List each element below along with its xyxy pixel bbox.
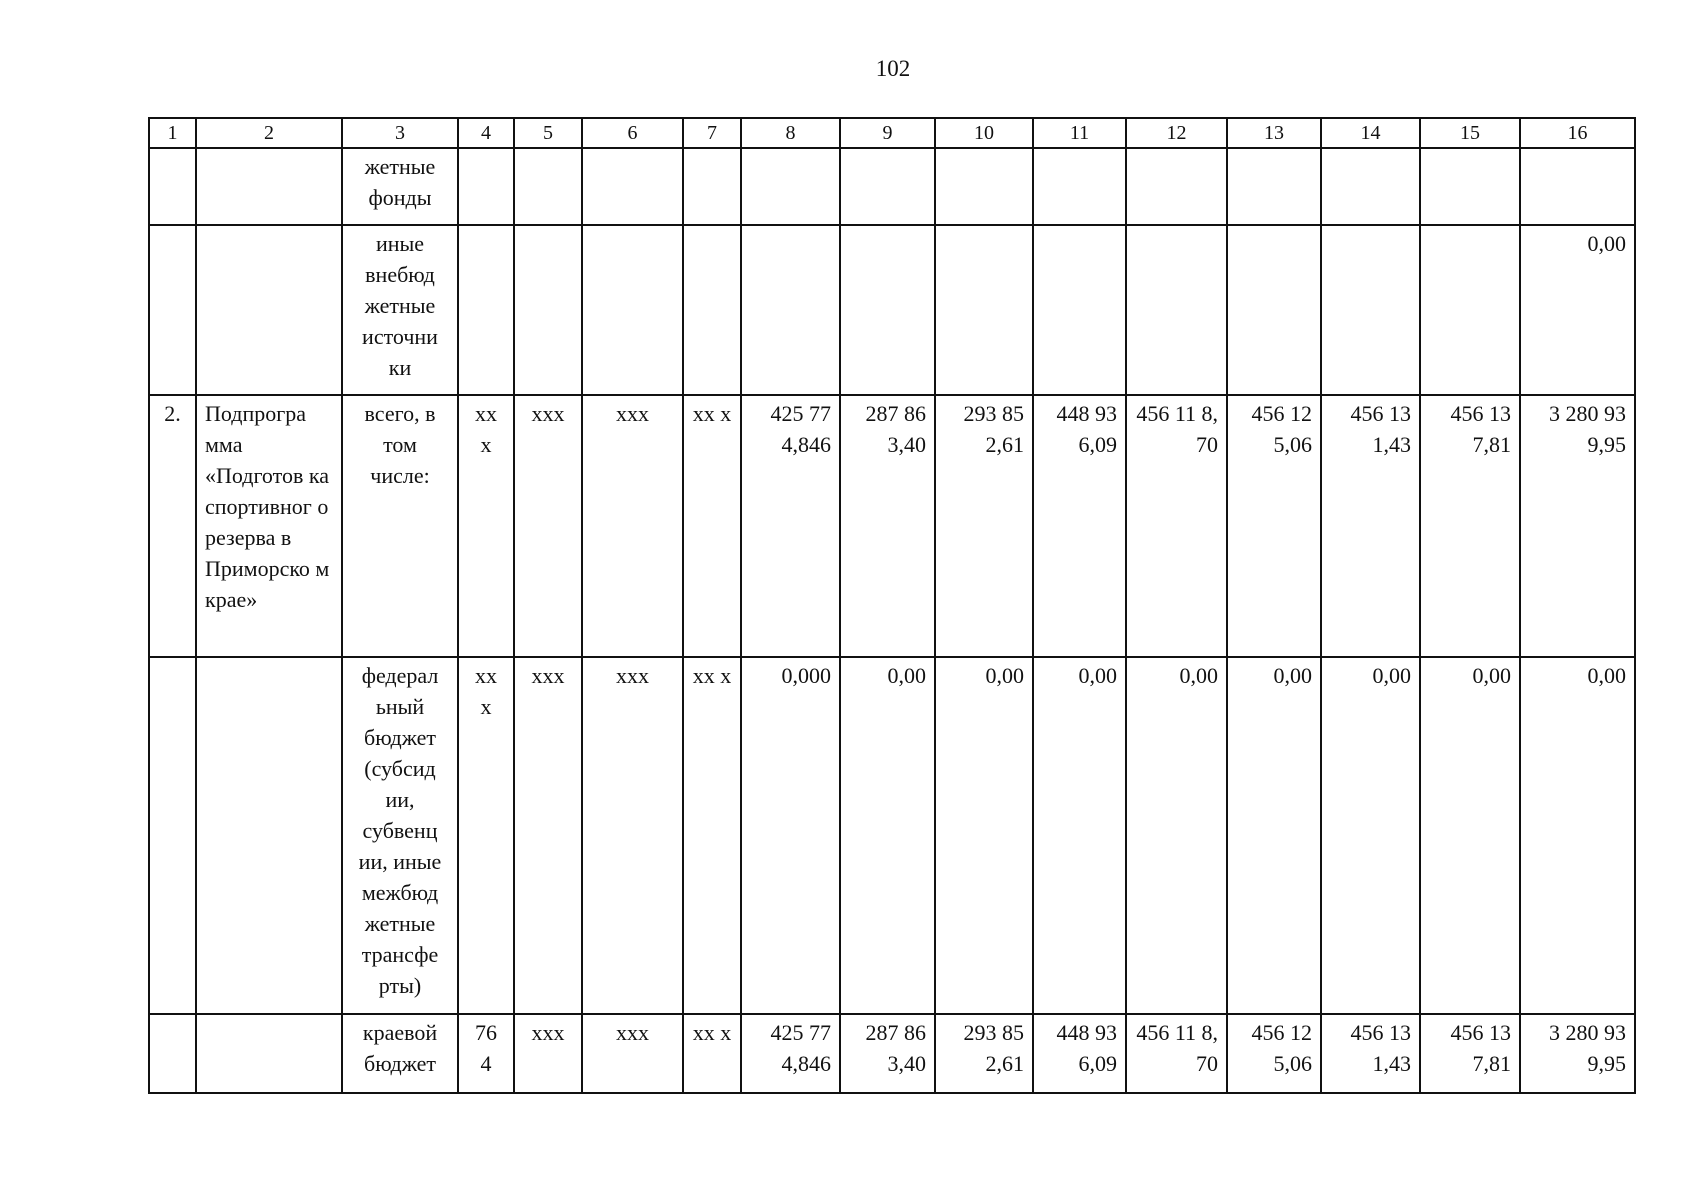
column-number-cell: 11: [1033, 118, 1126, 148]
code-cell-col5: xxx: [514, 657, 582, 1014]
amount-cell: 0,00: [935, 657, 1033, 1014]
amount-cell: [935, 225, 1033, 395]
amount-cell: 3 280 93 9,95: [1520, 395, 1635, 657]
column-number-cell: 3: [342, 118, 458, 148]
column-number-cell: 15: [1420, 118, 1520, 148]
table-row: [149, 657, 1635, 1014]
amount-cell: 0,00: [1420, 657, 1520, 1014]
amount-cell: 425 77 4,846: [741, 1014, 840, 1093]
amount-cell: 425 77 4,846: [741, 395, 840, 657]
amount-cell: [1033, 148, 1126, 225]
code-cell-col4: [458, 148, 514, 225]
column-number-cell: 9: [840, 118, 935, 148]
code-cell-col4: 76 4: [458, 1014, 514, 1093]
funding-source-cell: всего, в том числе:: [342, 395, 458, 657]
code-cell-col5: xxx: [514, 1014, 582, 1093]
code-cell-col4: xx x: [458, 657, 514, 1014]
amount-cell: 287 86 3,40: [840, 395, 935, 657]
amount-cell: 456 12 5,06: [1227, 395, 1321, 657]
code-cell-col5: xxx: [514, 395, 582, 657]
amount-cell: 456 11 8,70: [1126, 395, 1227, 657]
row-number-cell: [149, 1014, 196, 1093]
row-number-cell: [149, 225, 196, 395]
amount-cell: 0,00: [1033, 657, 1126, 1014]
table-row: [149, 225, 1635, 395]
code-cell-col7: xx x: [683, 395, 741, 657]
amount-cell: [741, 225, 840, 395]
amount-cell: 456 11 8,70: [1126, 1014, 1227, 1093]
funding-source-cell: жетные фонды: [342, 148, 458, 225]
code-cell-col6: xxx: [582, 1014, 683, 1093]
amount-cell: 448 93 6,09: [1033, 1014, 1126, 1093]
program-name-cell: [196, 657, 342, 1014]
column-number-cell: 14: [1321, 118, 1420, 148]
amount-cell: 0,00: [1227, 657, 1321, 1014]
column-number-cell: 4: [458, 118, 514, 148]
column-number-cell: 13: [1227, 118, 1321, 148]
program-name-cell: [196, 1014, 342, 1093]
column-number-cell: 6: [582, 118, 683, 148]
code-cell-col7: [683, 225, 741, 395]
amount-cell: [1227, 225, 1321, 395]
amount-cell: [840, 148, 935, 225]
amount-cell: [741, 148, 840, 225]
funding-source-cell: федерал ьный бюджет (субсид ии, субвенц ии, иные межбюд жетные трансфе рты): [342, 657, 458, 1014]
column-number-cell: 5: [514, 118, 582, 148]
amount-cell: 293 85 2,61: [935, 1014, 1033, 1093]
program-name-cell: Подпрогра мма «Подготов ка спортивног о резерва в Приморско м крае»: [196, 395, 342, 657]
column-number-header-row: [149, 118, 1635, 148]
amount-cell: [840, 225, 935, 395]
column-number-cell: 16: [1520, 118, 1635, 148]
program-name-cell: [196, 225, 342, 395]
column-number-cell: 2: [196, 118, 342, 148]
program-name-cell: [196, 148, 342, 225]
funding-source-cell: краевой бюджет: [342, 1014, 458, 1093]
amount-cell: [1033, 225, 1126, 395]
code-cell-col7: xx x: [683, 1014, 741, 1093]
row-number-cell: [149, 657, 196, 1014]
code-cell-col6: [582, 225, 683, 395]
amount-cell: [935, 148, 1033, 225]
amount-cell: [1227, 148, 1321, 225]
amount-cell: 0,00: [1520, 657, 1635, 1014]
row-number-cell: [149, 148, 196, 225]
amount-cell: 456 13 7,81: [1420, 395, 1520, 657]
code-cell-col4: xx x: [458, 395, 514, 657]
column-number-cell: 12: [1126, 118, 1227, 148]
amount-cell: [1126, 148, 1227, 225]
amount-cell: [1420, 148, 1520, 225]
code-cell-col6: xxx: [582, 395, 683, 657]
amount-cell: [1126, 225, 1227, 395]
budget-table: [148, 117, 1636, 1094]
code-cell-col7: xx x: [683, 657, 741, 1014]
row-number-cell: 2.: [149, 395, 196, 657]
code-cell-col4: [458, 225, 514, 395]
amount-cell: 293 85 2,61: [935, 395, 1033, 657]
amount-cell: [1321, 148, 1420, 225]
amount-cell: 456 12 5,06: [1227, 1014, 1321, 1093]
column-number-cell: 8: [741, 118, 840, 148]
amount-cell: 0,00: [840, 657, 935, 1014]
amount-cell: 456 13 7,81: [1420, 1014, 1520, 1093]
amount-cell: 0,00: [1520, 225, 1635, 395]
amount-cell: 456 13 1,43: [1321, 1014, 1420, 1093]
table-row: [149, 395, 1635, 657]
table-row: [149, 1014, 1635, 1093]
amount-cell: 0,000: [741, 657, 840, 1014]
amount-cell: 287 86 3,40: [840, 1014, 935, 1093]
amount-cell: 456 13 1,43: [1321, 395, 1420, 657]
code-cell-col5: [514, 225, 582, 395]
code-cell-col6: xxx: [582, 657, 683, 1014]
column-number-cell: 10: [935, 118, 1033, 148]
amount-cell: [1520, 148, 1635, 225]
column-number-cell: 7: [683, 118, 741, 148]
column-number-cell: 1: [149, 118, 196, 148]
table-row: [149, 148, 1635, 225]
amount-cell: [1420, 225, 1520, 395]
amount-cell: 3 280 93 9,95: [1520, 1014, 1635, 1093]
code-cell-col6: [582, 148, 683, 225]
funding-source-cell: иные внебюд жетные источни ки: [342, 225, 458, 395]
amount-cell: 0,00: [1321, 657, 1420, 1014]
amount-cell: 448 93 6,09: [1033, 395, 1126, 657]
page-number: 102: [875, 56, 911, 81]
amount-cell: 0,00: [1126, 657, 1227, 1014]
code-cell-col5: [514, 148, 582, 225]
amount-cell: [1321, 225, 1420, 395]
code-cell-col7: [683, 148, 741, 225]
